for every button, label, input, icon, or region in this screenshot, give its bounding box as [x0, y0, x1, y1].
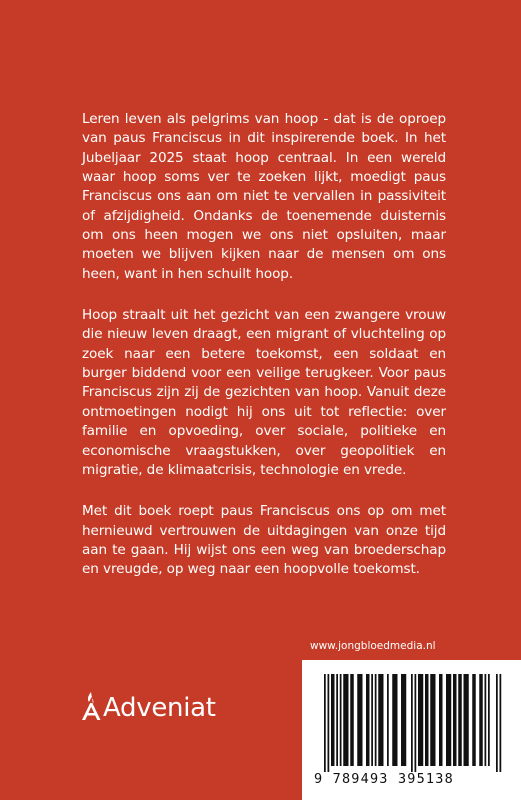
barcode-bar	[328, 674, 330, 772]
publisher-website: www.jongbloedmedia.nl	[310, 640, 436, 652]
barcode-bar	[415, 674, 417, 772]
logo-wordmark: Adveniat	[103, 693, 216, 723]
barcode-bar	[472, 674, 476, 766]
barcode-bar	[371, 674, 373, 766]
barcode-bar	[430, 674, 435, 766]
barcode-bar	[336, 674, 338, 766]
barcode-bar	[324, 674, 326, 772]
barcode-bar	[401, 674, 406, 766]
barcode-bar	[418, 674, 423, 766]
barcode-bar	[331, 674, 335, 766]
barcode-bar	[453, 674, 457, 766]
blurb-paragraph-2: Hoop straalt uit het gezicht van een zwangere vrouw die nieuw leven draagt, een migrant of vluchteling op zoek naar een betere toekomst, een soldaat en burger biddend voor een veilige terugkeer. Voor paus Franciscus zijn zij de gezichten van hoop. Vanuit deze ontmoetingen nodigt hij ons uit tot reflectie: over familie en opvoeding, over sociale, politieke en economische vraagstukken, over geopolitiek en migratie, de klimaatcrisis, technologie en vrede.	[82, 307, 446, 478]
barcode-bar	[446, 674, 451, 766]
barcode-bar	[340, 674, 342, 766]
barcode-bar	[488, 674, 490, 766]
barcode-bar	[375, 674, 377, 766]
flame-a-icon	[80, 691, 102, 721]
barcode-bar	[439, 674, 443, 766]
barcode-bar	[411, 674, 413, 772]
barcode-panel	[302, 660, 521, 800]
barcode	[324, 674, 502, 772]
isbn-number: 9 789493 395138	[314, 771, 454, 787]
publisher-logo	[80, 683, 216, 723]
barcode-bar	[357, 674, 362, 766]
barcode-bar	[479, 674, 483, 766]
barcode-bar	[458, 674, 462, 766]
barcode-bar	[378, 674, 383, 766]
barcode-bar	[425, 674, 429, 766]
barcode-bar	[350, 674, 354, 766]
barcode-bar	[387, 674, 389, 766]
barcode-bar	[392, 674, 397, 766]
blurb-paragraph-1: Leren leven als pelgrims van hoop - dat is de oproep van paus Franciscus in dit inspirerende boek. In het Jubeljaar 2025 staat hoop centraal. In een wereld waar hoop soms ver te zoeken lijkt, moedigt paus Franciscus ons aan om niet te vervallen in passiviteit of afzijdigheid. Ondanks de toenemende duisternis om ons heen mogen we ons niet opsluiten, maar moeten we blijven kijken naar de mensen om ons heen, want in hen schuilt hoop.	[82, 111, 446, 282]
blurb-paragraph-3: Met dit boek roept paus Franciscus ons op om met hernieuwd vertrouwen de uitdagingen van onze tijd aan te gaan. Hij wijst ons een weg van broederschap en vreugde, op weg naar een hoopvolle toekomst.	[82, 503, 446, 578]
barcode-bar	[500, 674, 502, 772]
barcode-bar	[343, 674, 348, 766]
barcode-bar	[496, 674, 498, 772]
barcode-bar	[464, 674, 469, 766]
blurb-text	[82, 110, 446, 602]
barcode-bar	[366, 674, 370, 766]
barcode-bar	[485, 674, 487, 766]
